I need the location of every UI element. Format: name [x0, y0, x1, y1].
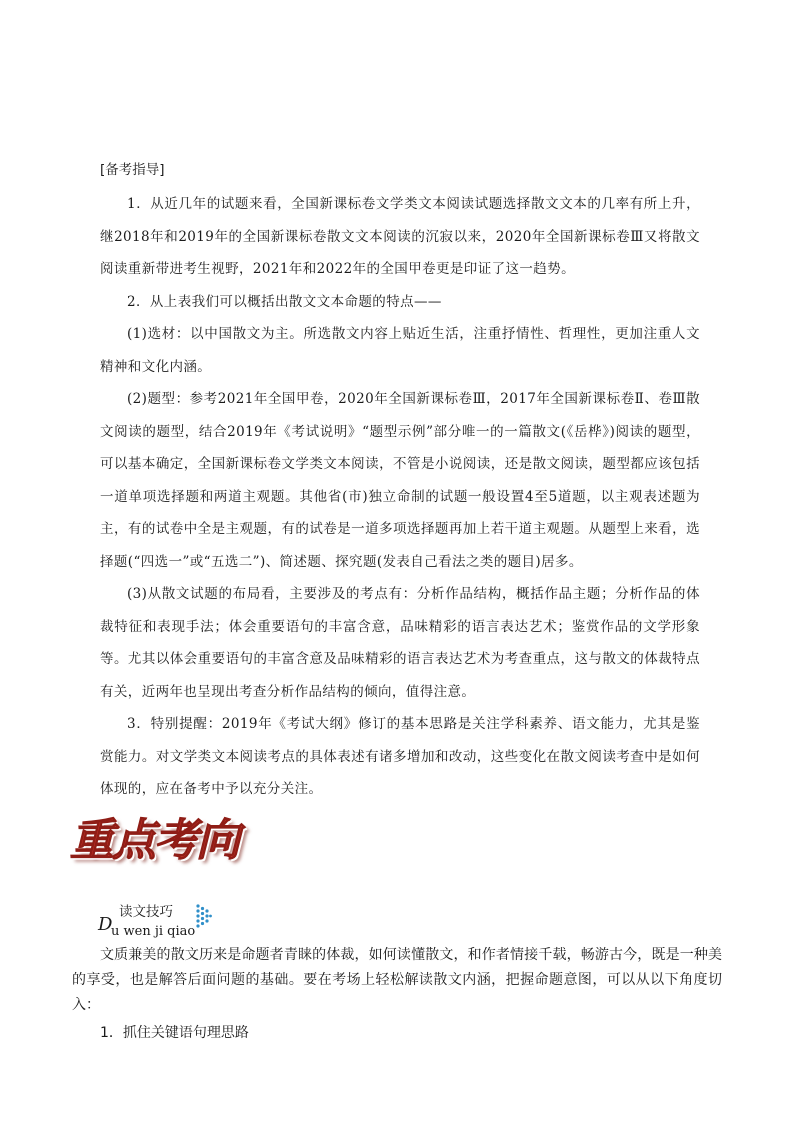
intro-first-item: 1．抓住关键语句理思路 [100, 1025, 249, 1041]
guide-paragraph-3: (1)选材：以中国散文为主。所选散文内容上贴近生活，注重抒情性、哲理性，更加注重人文精神和文化内涵。 [100, 326, 700, 375]
reading-tips-intro [72, 943, 722, 1046]
section-banner-title: 重点考向 [70, 815, 238, 866]
tip-title: 读文技巧 [119, 904, 173, 920]
exam-guide-section [100, 160, 700, 806]
guide-paragraph-4: (2)题型：参考2021年全国甲卷，2020年全国新课标卷Ⅲ，2017年全国新课标卷Ⅱ、卷Ⅲ散文阅读的题型，结合2019年《考试说明》“题型示例”部分唯一的一篇散文(《岳桦》)阅读的题型，可以基本确定，全国新课标卷文学类文本阅读，不管是小说阅读，还是散文阅读，题型都应该包括一道单项选择题和两道主观题。其他省(市)独立命制的试题一般设置4至5道题，以主观表述题为主，有的试卷中全是主观题，有的试卷是一道多项选择题再加上若干道主观题。从题型上来看，选择题(“四选一”或“五选二”)、简述题、探究题(发表自己看法之类的题目)居多。 [100, 391, 700, 570]
reading-tip-header [98, 902, 238, 948]
tip-pinyin: u wen ji qiao [111, 924, 196, 939]
guide-paragraph-5: (3)从散文试题的布局看，主要涉及的考点有：分析作品结构，概括作品主题；分析作品的体裁特征和表现手法；体会重要语句的丰富含意，品味精彩的语言表达艺术；鉴赏作品的文学形象等。尤其以体会重要语句的丰富含意及品味精彩的语言表达艺术为考查重点，这与散文的体裁特点有关，近两年也呈现出考查分析作品结构的倾向，值得注意。 [100, 586, 700, 700]
guide-paragraph-1: 1．从近几年的试题来看，全国新课标卷文学类文本阅读试题选择散文文本的几率有所上升，继2018年和2019年的全国新课标卷散文文本阅读的沉寂以来，2020年全国新课标卷Ⅲ又将散文阅读重新带进考生视野，2021年和2022年的全国甲卷更是印证了这一趋势。 [100, 196, 700, 277]
tip-initial-letter: D [98, 914, 113, 935]
guide-paragraph-6: 3．特别提醒：2019年《考试大纲》修订的基本思路是关注学科素养、语文能力，尤其是鉴赏能力。对文学类文本阅读考点的具体表述有诸多增加和改动，这些变化在散文阅读考查中是如何体现的，应在备考中予以充分关注。 [100, 716, 700, 797]
dotted-arrow-icon [196, 904, 212, 928]
guide-paragraph-2: 2．从上表我们可以概括出散文文本命题的特点—— [127, 293, 442, 310]
guide-heading: [备考指导] [100, 162, 165, 178]
intro-paragraph: 文质兼美的散文历来是命题者青睐的体裁，如何读懂散文，和作者情接千载，畅游古今，既是一种美的享受，也是解答后面问题的基础。要在考场上轻松解读散文内涵，把握命题意图，可以从以下角度切入： [72, 947, 722, 1013]
